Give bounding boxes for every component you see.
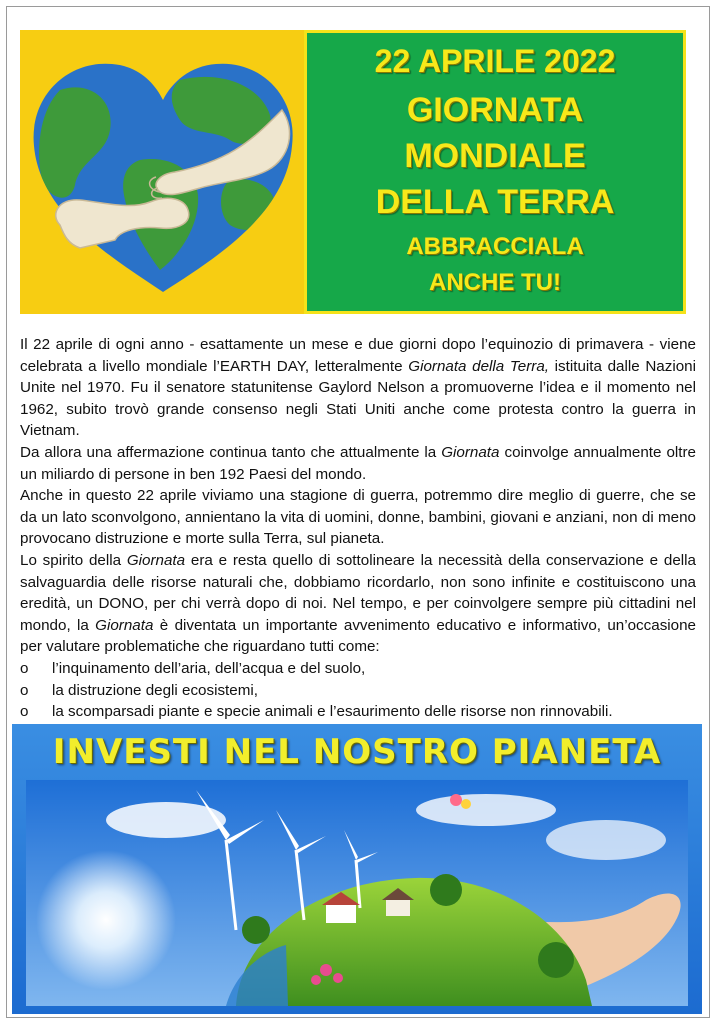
bullet-marker: o [20, 681, 29, 699]
subtitle-line-anche-tu: ANCHE TU! [429, 269, 561, 296]
planet-in-hand-icon [26, 780, 688, 1006]
bullet-marker: o [20, 703, 29, 721]
issues-list [20, 658, 696, 723]
list-item: o la distruzione degli ecosistemi, [20, 680, 696, 702]
list-item: o l’inquinamento dell’aria, dell’acqua e del suolo, [20, 658, 696, 680]
bullet-marker: o [20, 659, 29, 677]
title-line-della-terra: DELLA TERRA [375, 183, 615, 221]
article-body [20, 334, 696, 723]
hero-section [20, 30, 686, 314]
title-line-mondiale: MONDIALE [404, 137, 586, 175]
paragraph-participation: Da allora una affermazione continua tanto che attualmente la Giornata coinvolge annualmente oltre un miliardo di persone in ben 192 Paesi del mondo. [20, 443, 696, 483]
title-line-giornata: GIORNATA [406, 91, 584, 129]
heart-earth-hug-icon [20, 30, 306, 314]
paragraph-spirit: Lo spirito della Giornata era e resta quello di sottolineare la necessità della conservazione e della salvaguardia delle risorse naturali che, dobbiamo ricordarlo, non sono infinite e costituiscono una eredità, un DONO, per chi verrà dopo di noi. Nel tempo, e per coinvolgere sempre più cittadini nel mondo, la Giornata è diventata un importante avvenimento educativo e informativo, un’occasione per valutare problematiche che riguardano tutti come: [20, 551, 696, 656]
title-panel [304, 30, 686, 314]
subtitle-line-abbracciala: ABBRACCIALA [406, 233, 584, 260]
list-item: o la scomparsadi piante e specie animali e l’esaurimento delle risorse non rinnovabili. [20, 701, 696, 723]
paragraph-war: Anche in questo 22 aprile viviamo una stagione di guerra, potremmo dire meglio di guerre, che se da un lato sconvolgono, annientano la vita di uomini, donne, bambini, giovani e anziani, non di meno provocano distruzione e morte sulla Terra, sul pianeta. [20, 487, 696, 548]
date-heading: 22 APRILE 2022 [374, 43, 616, 79]
planet-banner [12, 724, 702, 1014]
banner-title: INVESTI NEL NOSTRO PIANETA [52, 732, 662, 772]
paragraph-earth-day: Il 22 aprile di ogni anno - esattamente un mese e due giorni dopo l’equinozio di primavera - viene celebrata a livello mondiale l’EARTH DAY, letteralmente Giornata della Terra, istituita dalle Nazioni Unite nel 1970. Fu il senatore statunitense Gaylord Nelson a promuoverne l’idea e il momento nel 1962, subito trovò grande consenso negli Stati Uniti anche come protesta contro la guerra in Vietnam. [20, 336, 696, 440]
